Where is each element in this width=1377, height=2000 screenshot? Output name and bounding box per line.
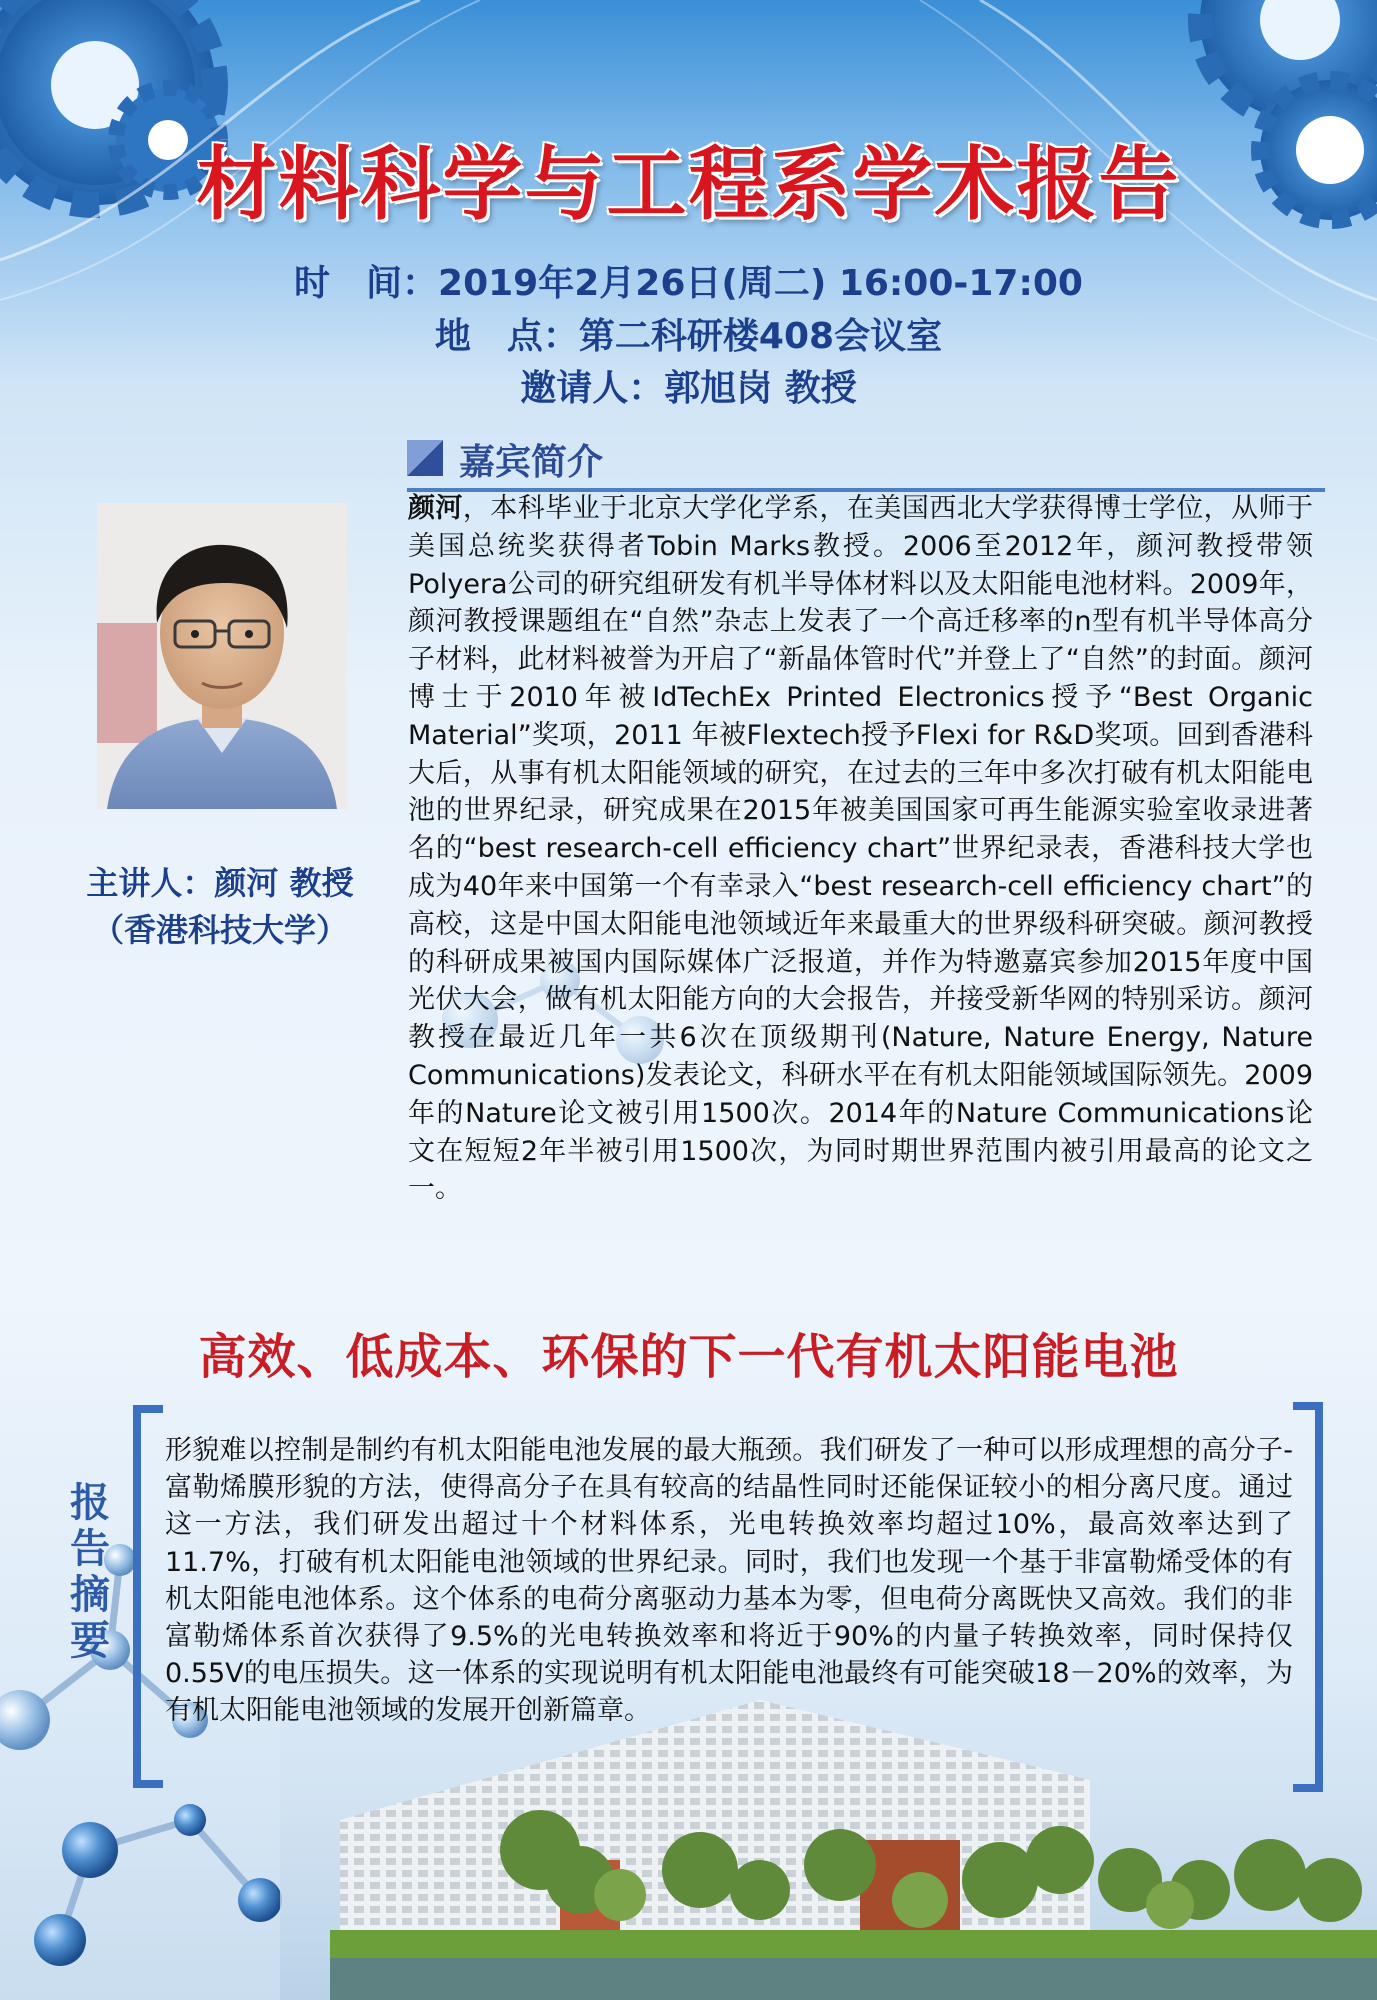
talk-title: 高效、低成本、环保的下一代有机太阳能电池 — [198, 1329, 1179, 1385]
event-host: 邀请人：郭旭岗 教授 — [520, 368, 857, 409]
abstract-label: 报告摘要 — [70, 1480, 110, 1664]
talk-abstract: 形貌难以控制是制约有机太阳能电池发展的最大瓶颈。我们研发了一种可以形成理想的高分子-富勒烯膜形貌的方法，使得高分子在具有较高的结晶性同时还能保证较小的相分离尺度。通过这一方法，我们研发出超过十个材料体系，光电转换效率均超过10%，最高效率达到了11.7%，打破有机太阳能电池领域的世界纪录。同时，我们也发现一个基于非富勒烯受体的有机太阳能电池体系。这个体系的电荷分离驱动力基本为零，但电荷分离既快又高效。我们的非富勒烯体系首次获得了9.5%的光电转换效率和将近于90%的内量子转换效率，同时保持仅0.55V的电压损失。这一体系的实现说明有机太阳能电池最终有可能突破18－20%的效率，为有机太阳能电池领域的发展开创新篇章。 — [165, 1435, 1293, 1727]
speaker-bio — [408, 490, 1313, 1208]
speaker-photo — [97, 503, 347, 809]
left-bracket — [133, 1405, 163, 1788]
page-title: 材料科学与工程系学术报告 — [196, 138, 1181, 231]
event-place: 地 点：第二科研楼408会议室 — [434, 316, 943, 357]
guest-section-title: 嘉宾简介 — [459, 442, 604, 483]
speaker-affiliation: （香港科技大学） — [91, 911, 348, 949]
square-bullet-icon — [407, 440, 443, 476]
guest-section-header — [407, 432, 1325, 492]
right-bracket — [1293, 1402, 1323, 1792]
speaker-name: 主讲人：颜河 教授 — [86, 864, 354, 902]
event-time: 时 间：2019年2月26日(周二) 16:00-17:00 — [294, 263, 1083, 304]
bio-speaker-name: 颜河 — [408, 493, 463, 524]
bio-text: ，本科毕业于北京大学化学系，在美国西北大学获得博士学位，从师于美国总统奖获得者Tobin Marks教授。2006至2012年，颜河教授带领Polyera公司的研究组研发有机半导体材料以及太阳能电池材料。2009年，颜河教授课题组在“自然”杂志上发表了一个高迁移率的n型有机半导体高分子材料，此材料被誉为开启了“新晶体管时代”并登上了“自然”的封面。颜河博士于2010年被IdTechEx Printed Electronics授予“Best Organic Material”奖项，2011 年被Flextech授予Flexi for R&D奖项。回到香港科大后，从事有机太阳能领域的研究，在过去的三年中多次打破有机太阳能电池的世界纪录，研究成果在2015年被美国国家可再生能源实验室收录进著名的“best research-cell efficiency chart”世界纪录表，香港科技大学也成为40年来中国第一个有幸录入“best research-cell efficiency chart”的高校，这是中国太阳能电池领域近年来最重大的世界级科研突破。颜河教授的科研成果被国内国际媒体广泛报道，并作为特邀嘉宾参加2015年度中国光伏大会，做有机太阳能方向的大会报告，并接受新华网的特别采访。颜河教授在最近几年一共6次在顶级期刊(Nature, Nature Energy, Nature Communications)发表论文，科研水平在有机太阳能领域国际领先。2009年的Nature论文被引用1500次。2014年的Nature Communications论文在短短2年半被引用1500次，为同时期世界范围内被引用最高的论文之一。 — [408, 493, 1313, 1205]
